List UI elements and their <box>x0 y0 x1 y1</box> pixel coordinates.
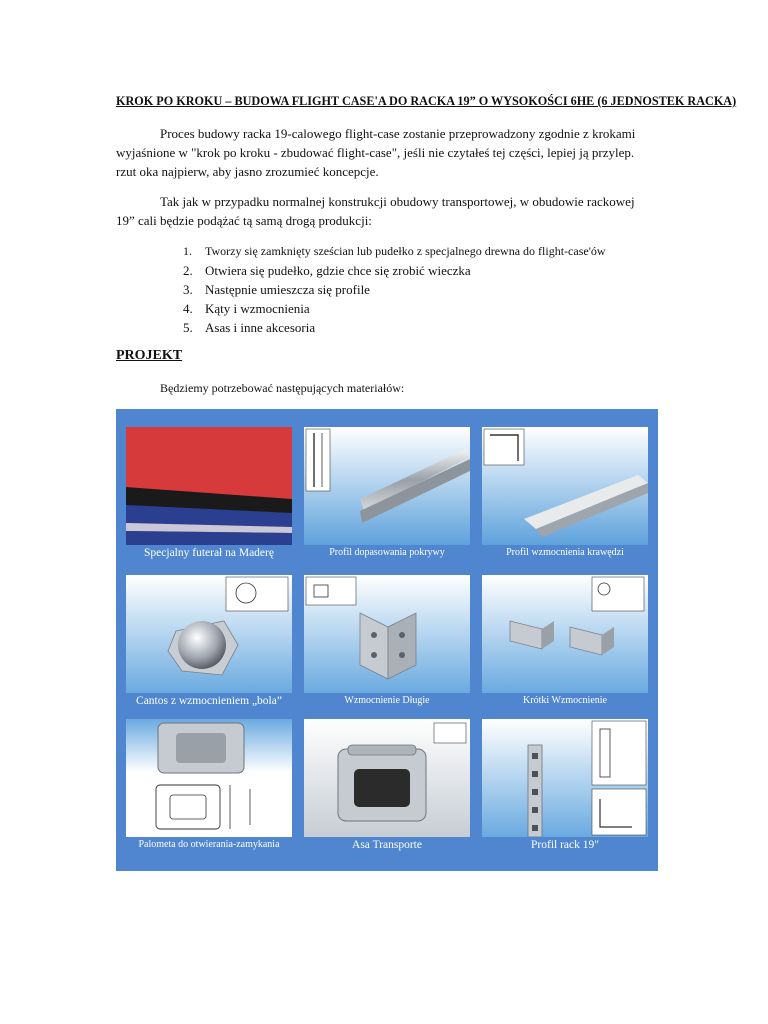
catalog-caption: Krótki Wzmocnienie <box>523 695 607 706</box>
materials-intro: Będziemy potrzebować następujących materiałów: <box>160 381 405 395</box>
edge-profile-image <box>482 427 648 545</box>
rack-profile-image <box>482 719 648 837</box>
list-item: 4. Kąty i wzmocnienia <box>183 301 310 316</box>
catalog-item-edge-profile <box>482 427 648 567</box>
catalog-caption: Asa Transporte <box>352 839 422 851</box>
list-item: 3. Następnie umieszcza się profile <box>183 282 370 297</box>
intro-line-1: Proces budowy racka 19-calowego flight-case zostanie przeprowadzony zgodnie z krokami <box>160 126 636 141</box>
production-paragraph <box>116 192 676 230</box>
short-bracket-image <box>482 575 648 693</box>
intro-paragraph <box>116 124 676 181</box>
materials-catalog <box>116 409 658 871</box>
catalog-item-lid-profile <box>304 427 470 567</box>
wood-board-image <box>126 427 292 545</box>
catalog-item-rack-profile <box>482 719 648 859</box>
list-item: 1. Tworzy się zamknięty sześcian lub pudełko z specjalnego drewna do flight-case'ów <box>183 244 606 258</box>
ball-corner-image <box>126 575 292 693</box>
list-item: 5. Asas i inne akcesoria <box>183 320 316 335</box>
catalog-item-latch <box>126 719 292 859</box>
catalog-caption: Profil wzmocnienia krawędzi <box>506 547 624 558</box>
catalog-caption: Wzmocnienie Długie <box>344 695 430 706</box>
catalog-caption: Specjalny futerał na Maderę <box>144 547 274 559</box>
catalog-caption: Cantos z wzmocnieniem „bola” <box>136 695 282 707</box>
catalog-caption: Profil dopasowania pokrywy <box>329 547 445 558</box>
catalog-item-long-bracket <box>304 575 470 715</box>
catalog-item-wood <box>126 427 292 567</box>
catalog-item-ball-corner <box>126 575 292 715</box>
catalog-item-handle <box>304 719 470 859</box>
production-line-1: Tak jak w przypadku normalnej konstrukcji obudowy transportowej, w obudowie rackowej <box>160 194 635 209</box>
intro-line-3: rzut oka najpierw, aby jasno zrozumieć koncepcje. <box>116 164 379 179</box>
catalog-item-short-bracket <box>482 575 648 715</box>
list-item: 2. Otwiera się pudełko, gdzie chce się zrobić wieczka <box>183 263 471 278</box>
latch-image <box>126 719 292 837</box>
catalog-caption: Profil rack 19" <box>531 839 599 851</box>
intro-line-2: wyjaśnione w "krok po kroku - zbudować flight-case", jeśli nie czytałeś tej części, lepiej ją przylep. <box>116 145 635 160</box>
lid-profile-image <box>304 427 470 545</box>
production-line-2: 19” cali będzie podążać tą samą drogą produkcji: <box>116 213 372 228</box>
section-title: PROJEKT <box>116 348 183 363</box>
handle-image <box>304 719 470 837</box>
steps-list <box>183 242 606 337</box>
catalog-caption: Palometa do otwierania-zamykania <box>138 839 280 850</box>
document-title: KROK PO KROKU – BUDOWA FLIGHT CASE'A DO RACKA 19” O WYSOKOŚCI 6HE (6 JEDNOSTEK RACKA) <box>116 94 737 108</box>
long-bracket-image <box>304 575 470 693</box>
